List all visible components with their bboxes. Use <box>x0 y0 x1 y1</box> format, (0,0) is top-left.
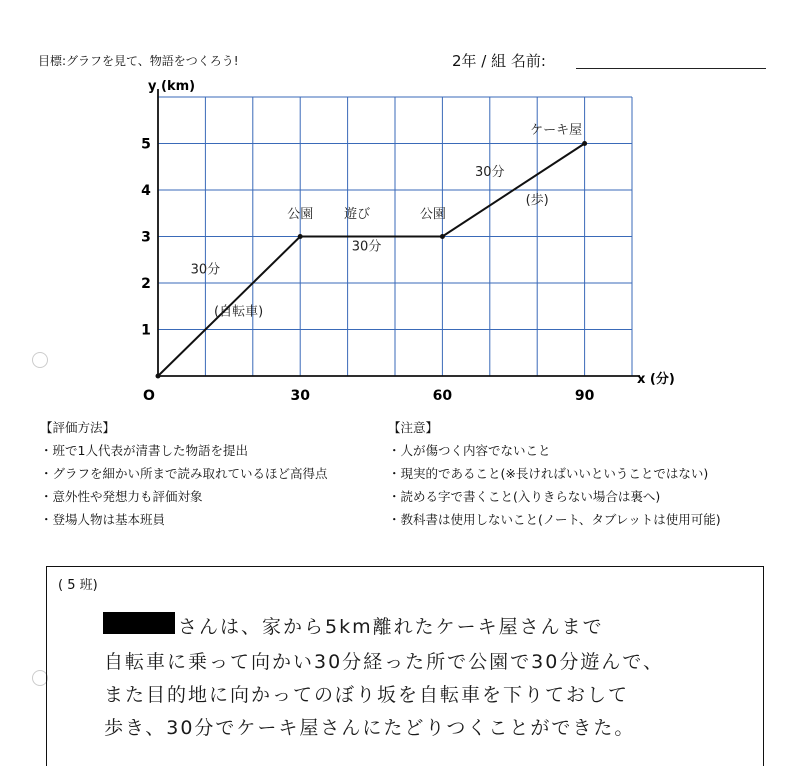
data-point <box>440 234 445 239</box>
x-tick-label: 30 <box>290 388 310 404</box>
evaluation-item: ・グラフを細かい所まで読み取れているほど高得点 <box>40 466 328 481</box>
annotation-label: 30分 <box>475 165 505 181</box>
x-tick-label: 60 <box>432 388 453 404</box>
y-tick-label: 5 <box>141 136 151 153</box>
story-line: 自転車に乗って向かい30分経った所で公園で30分遊んで、 <box>104 651 664 673</box>
x-tick-label: 90 <box>574 388 595 404</box>
data-point <box>298 234 303 239</box>
evaluation-item: ・班で1人代表が清書した物語を提出 <box>40 443 248 458</box>
story-line: さんは、家から5km離れたケーキ屋さんまで <box>178 616 604 638</box>
evaluation-title: 【評価方法】 <box>40 420 116 435</box>
y-tick-label: 1 <box>141 322 151 339</box>
notes-title: 【注意】 <box>388 420 439 435</box>
objective-text: 目標:グラフを見て、物語をつくろう! <box>38 54 239 68</box>
x-axis-label: x (分) <box>637 372 675 387</box>
series-line <box>158 144 585 377</box>
evaluation-list <box>40 441 328 533</box>
annotation-label: 30分 <box>190 262 221 278</box>
punch-hole <box>32 352 48 368</box>
story-line: また目的地に向かってのぼり坂を自転車を下りておして <box>104 684 630 706</box>
y-tick-label: 2 <box>141 276 151 292</box>
annotation-label: 公園 <box>287 206 314 222</box>
y-tick-label: 3 <box>141 229 151 246</box>
notes-item: ・現実的であること(※長ければいいということではない) <box>388 466 709 481</box>
data-point <box>582 141 587 146</box>
origin-label: O <box>143 388 155 404</box>
annotation-label: ケーキ屋 <box>530 123 583 139</box>
data-point <box>156 374 161 379</box>
y-tick-label: 4 <box>141 183 151 199</box>
distance-time-chart <box>0 70 811 410</box>
evaluation-item: ・登場人物は基本班員 <box>40 512 166 527</box>
annotation-label: 遊び <box>344 206 371 222</box>
story-line: 歩き、30分でケーキ屋さんにたどりつくことができた。 <box>104 717 636 739</box>
group-label: ( 5 班) <box>58 578 98 593</box>
annotation-label: 30分 <box>351 239 382 255</box>
redacted-name <box>103 612 175 634</box>
annotation-label: (自転車) <box>214 304 264 320</box>
notes-item: ・教科書は使用しないこと(ノート、タブレットは使用可能) <box>388 512 721 527</box>
evaluation-item: ・意外性や発想力も評価対象 <box>40 489 203 504</box>
annotation-label: 公園 <box>419 206 446 222</box>
annotation-label: (歩) <box>525 192 549 208</box>
name-underline <box>576 68 766 69</box>
notes-item: ・読める字で書くこと(入りきらない場合は裏へ) <box>388 489 661 504</box>
class-name-label: 2年 / 組 名前: <box>452 52 546 70</box>
notes-list <box>388 441 721 533</box>
notes-item: ・人が傷つく内容でないこと <box>388 443 551 458</box>
y-axis-label: y (km) <box>148 79 196 94</box>
